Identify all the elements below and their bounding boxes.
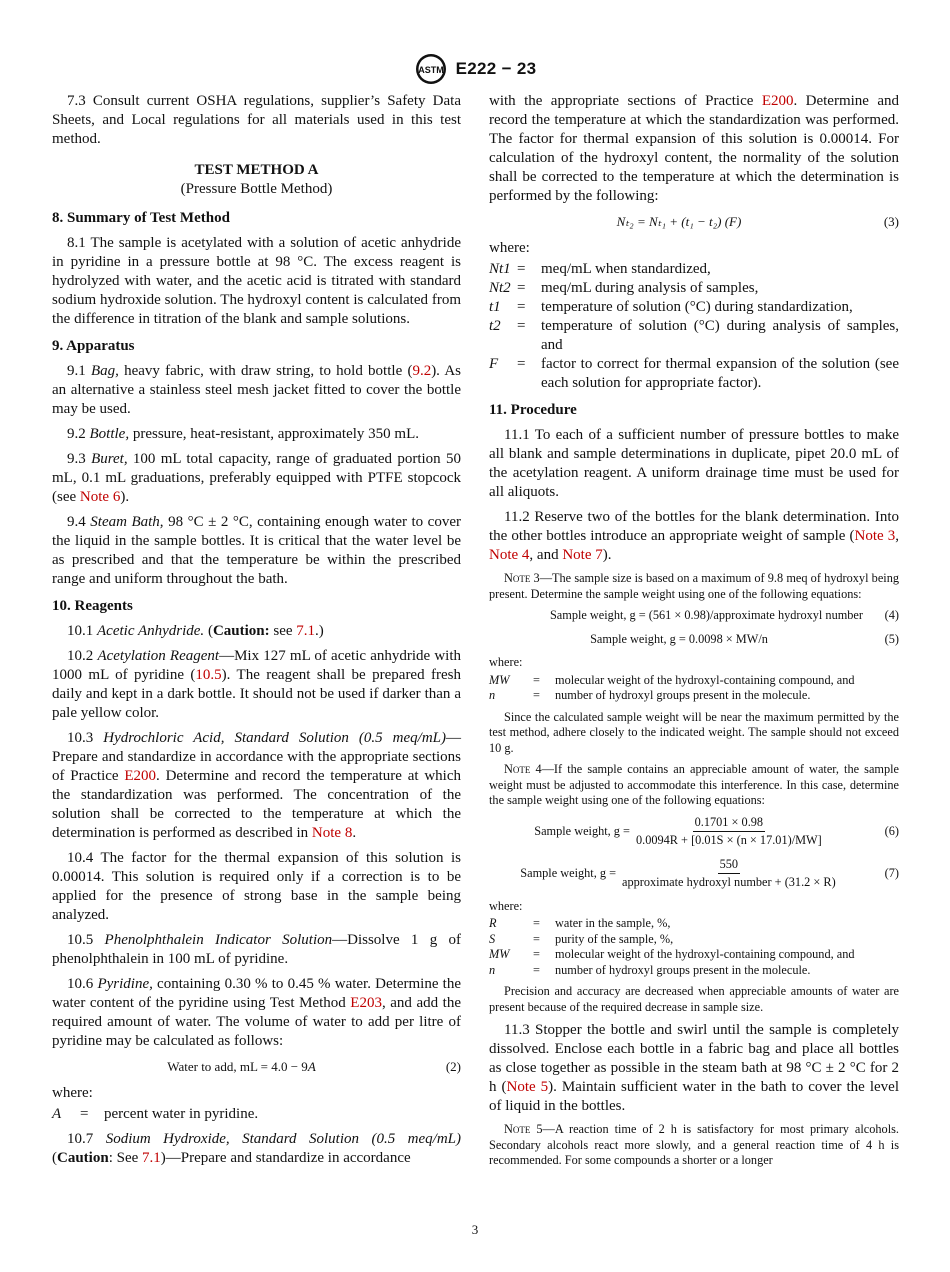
definition-list xyxy=(52,1105,461,1124)
section-10-heading: 10. Reagents xyxy=(52,598,133,614)
definition-list xyxy=(489,916,899,978)
test-method-title: TEST METHOD A xyxy=(194,162,319,178)
note-4: Note 4—If the sample contains an appreciable amount of water, the sample weight must be adjusted to accommodate this interference. In this case, determine the sample weight using one of the following equations: xyxy=(489,762,899,807)
para-10-1: 10.1 Acetic Anhydride. (Caution: see 7.1.) xyxy=(67,623,324,639)
para-10-2: 10.2 Acetylation Reagent—Mix 127 mL of acetic anhydride with 1000 mL of pyridine (10.5). The reagent shall be prepared fresh daily and kept in a dark bottle. It should not be used if darker than a pale yellow color. xyxy=(52,648,462,721)
para-10-5: 10.5 Phenolphthalein Indicator Solution—Dissolve 1 g of phenolphthalein in 100 mL of pyridine. xyxy=(52,932,462,967)
definition-item: F = factor to correct for thermal expansion of the solution (see each solution for appropriate factor). xyxy=(489,356,899,391)
definition-item: MW = molecular weight of the hydroxyl-containing compound, and xyxy=(489,947,855,961)
para-11-1: 11.1 To each of a sufficient number of pressure bottles to make all blank and sample determinations in duplicate, pipet 20.0 mL of the acetylation reagent. A uniform drainage time must be used for all aliquots. xyxy=(489,427,899,500)
definition-item: S = purity of the sample, %, xyxy=(489,931,674,946)
para-9-3: 9.3 Buret, 100 mL total capacity, range of graduated portion 50 mL, 0.1 mL graduations, preferably equipped with PTFE stopcock (see Note 6). xyxy=(52,451,461,505)
where-label: where: xyxy=(52,1085,93,1101)
section-9-heading: 9. Apparatus xyxy=(52,338,135,354)
note-5-block xyxy=(489,1122,899,1169)
section-11-heading: 11. Procedure xyxy=(489,402,577,418)
note-5: Note 5—A reaction time of 2 h is satisfactory for most primary alcohols. Secondary alcohols react more slowly, and a general reaction time of 4 h is recommended. For some compounds a shorter or a longer xyxy=(489,1122,899,1167)
link-9-2[interactable]: 9.2 xyxy=(412,363,432,379)
link-note-5[interactable]: Note 5 xyxy=(506,1079,549,1095)
definition-item: n = number of hydroxyl groups present in the molecule. xyxy=(489,962,811,977)
para-9-1: 9.1 Bag, heavy fabric, with draw string, to hold bottle (9.2). As an alternative a stainless steel mesh jacket fitted to cover the bottle may be used. xyxy=(52,363,461,417)
link-e203[interactable]: E203 xyxy=(350,995,382,1011)
equation-5: Sample weight, g = 0.0098 × MW/n (5) xyxy=(590,631,899,646)
link-7-1[interactable]: 7.1 xyxy=(296,623,316,639)
link-note-6[interactable]: Note 6 xyxy=(79,489,121,505)
definition-item: t2 = temperature of solution (°C) during analysis of samples, and xyxy=(489,318,899,353)
link-note-4[interactable]: Note 4 xyxy=(489,547,530,563)
note-4-block xyxy=(489,762,899,1015)
right-column xyxy=(489,92,899,1175)
where-label: where: xyxy=(489,240,530,256)
para-11-2: 11.2 Reserve two of the bottles for the blank determination. Into the other bottles introduce an appropriate weight of sample (Note 3, Note 4, and Note 7). xyxy=(489,509,899,563)
link-e200[interactable]: E200 xyxy=(761,93,794,109)
link-7-1[interactable]: 7.1 xyxy=(142,1150,161,1166)
note-3: Note 3—The sample size is based on a maximum of 9.8 meq of hydroxyl being present. Determine the sample weight using one of the following equations: xyxy=(489,571,899,601)
para-7-3: 7.3 Consult current OSHA regulations, supplier’s Safety Data Sheets, and Local regulations for all materials used in this test method. xyxy=(52,93,461,147)
link-note-8[interactable]: Note 8 xyxy=(311,825,353,841)
page-header xyxy=(0,52,950,86)
link-e200[interactable]: E200 xyxy=(124,768,157,784)
equation-4: Sample weight, g = (561 × 0.98)/approximate hydroxyl number (4) xyxy=(549,608,899,622)
link-note-7[interactable]: Note 7 xyxy=(562,547,603,563)
para-10-6: 10.6 Pyridine, containing 0.30 % to 0.45 % water. Determine the water content of the pyridine using Test Method E203, and add the required amount of water. The volume of water to add per litre of pyridine may be calculated as follows: xyxy=(52,976,461,1049)
where-label: where: xyxy=(489,898,523,913)
equation-2: Water to add, mL = 4.0 − 9A (2) xyxy=(167,1059,461,1074)
definition-item: Nt2 = meq/mL during analysis of samples, xyxy=(489,280,759,296)
equation-6: Sample weight, g = $\frac{0.1701 \times 0.98}{0.0094R + [0.01S \times (n \times 17.01)/MW]}$ (6) xyxy=(534,814,899,847)
test-method-subtitle: (Pressure Bottle Method) xyxy=(180,181,333,197)
para-9-4: 9.4 Steam Bath, 98 °C ± 2 °C, containing enough water to cover the liquid in the sample bottles. It is critical that the water level be as prescribed and that the temperature be within the prescribed range and uniform throughout the bath. xyxy=(52,514,461,587)
definition-item: A = percent water in pyridine. xyxy=(52,1106,259,1122)
note-3-block xyxy=(489,571,899,756)
note-4-continued: Precision and accuracy are decreased when appreciable amounts of water are present because of the required decrease in sample size. xyxy=(489,984,899,1014)
para-8-1: 8.1 The sample is acetylated with a solution of acetic anhydride in pyridine in a pressure bottle at 98 °C. The excess reagent is hydrolyzed with water, and the acetic acid is titrated with standard sodium hydroxide solution. The hydroxyl content is calculated from the difference in titration of the blank and sample solutions. xyxy=(52,235,461,327)
link-10-5[interactable]: 10.5 xyxy=(195,667,222,683)
svg-text:ASTM: ASTM xyxy=(417,65,444,75)
equation-7: Sample weight, g = $\frac{550}{\text{approximate hydroxyl number + (31.2 × R)}}$ (7) xyxy=(520,856,899,889)
document-designation: E222 − 23 xyxy=(455,59,537,78)
definition-item: t1 = temperature of solution (°C) during standardization, xyxy=(489,299,853,315)
note-3-continued: Since the calculated sample weight will be near the maximum permitted by the test method, adhere closely to the indicated weight. The sample should not exceed 10 g. xyxy=(489,709,899,755)
definition-list xyxy=(489,673,899,704)
equation-3: Nₜ₂ = Nₜ₁ + (t₁ − t₂) (F) (3) xyxy=(616,214,899,229)
definition-list xyxy=(489,260,899,393)
left-column xyxy=(52,92,461,1174)
definition-item: n = number of hydroxyl groups present in the molecule. xyxy=(489,688,811,702)
para-9-2: 9.2 Bottle, pressure, heat-resistant, approximately 350 mL. xyxy=(67,426,419,442)
page-number: 3 xyxy=(471,1222,479,1237)
para-10-7-continued: with the appropriate sections of Practice E200. Determine and record the temperature at which the standardization was performed. The factor for thermal expansion of this solution is 0.00014. For calculation of the hydroxyl content, the normality of the solution shall be corrected to the temperature at which the determination is performed by the following: xyxy=(489,93,899,204)
definition-item: MW = molecular weight of the hydroxyl-containing compound, and xyxy=(489,672,855,687)
where-label: where: xyxy=(489,655,523,669)
para-11-3: 11.3 Stopper the bottle and swirl until the sample is completely dissolved. Enclose each bottle in a fabric bag and place all bottles as close together as possible in the steam bath at 98 °C ± 2 °C for 2 h (Note 5). Maintain sufficient water in the bath to cover the level of liquid in the bottles. xyxy=(489,1022,899,1114)
definition-item: R = water in the sample, %, xyxy=(489,916,671,930)
para-10-7: 10.7 Sodium Hydroxide, Standard Solution (0.5 meq/mL) (Caution: See 7.1)—Prepare and standardize in accordance xyxy=(52,1131,461,1166)
link-note-3[interactable]: Note 3 xyxy=(854,528,896,544)
section-8-heading: 8. Summary of Test Method xyxy=(52,210,230,226)
para-10-3: 10.3 Hydrochloric Acid, Standard Solution (0.5 meq/mL)—Prepare and standardize in accordance with the appropriate sections of Practice E200. Determine and record the temperature at which the standardization was performed. The concentration of the solution shall be corrected to the temperature at which the determination is performed as described in Note 8. xyxy=(52,730,461,841)
definition-item: Nt1 = meq/mL when standardized, xyxy=(489,261,711,277)
para-10-4: 10.4 The factor for the thermal expansion of this solution is 0.00014. This solution is required only if a correction is to be applied for the presence of strong base in the sample being analyzed. xyxy=(52,850,461,923)
astm-logo-icon xyxy=(414,52,448,86)
